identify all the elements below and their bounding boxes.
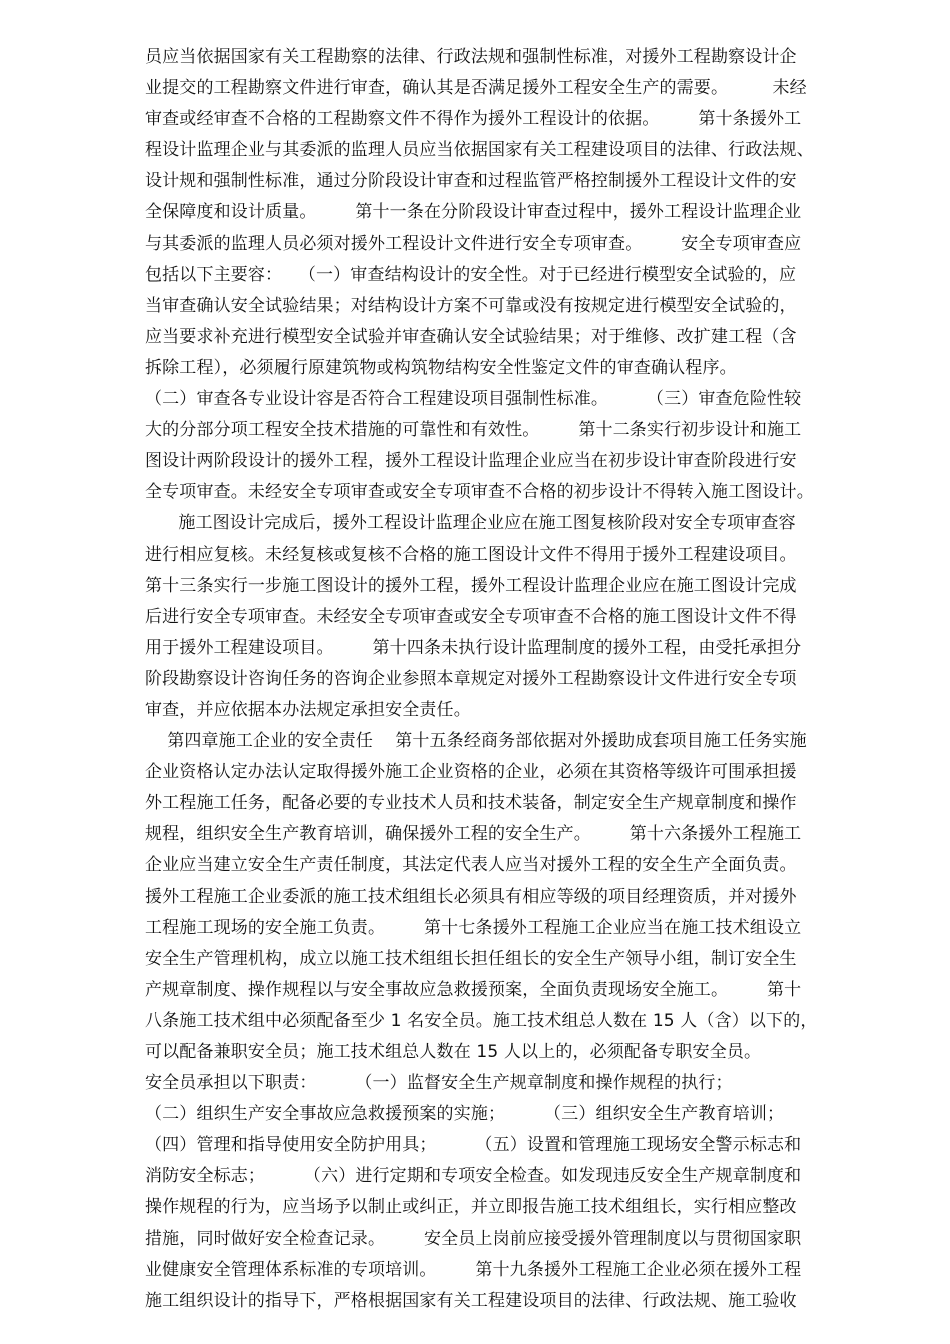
text-line: 程设计监理企业与其委派的监理人员应当依据国家有关工程建设项目的法律、行政法规、 (145, 140, 814, 161)
text-line: 消防安全标志； （六）进行定期和专项安全检查。如发现违反安全生产规章制度和 (145, 1166, 802, 1187)
text-line: 当审查确认安全试验结果；对结构设计方案不可靠或没有按规定进行模型安全试验的， (145, 295, 797, 316)
text-line: 八条施工技术组中必须配备至少 1 名安全员。施工技术组总人数在 15 人（含）以下的， (145, 1010, 818, 1031)
text-line: 安全员承担以下职责： （一）监督安全生产规章制度和操作规程的执行； (145, 1073, 733, 1094)
text-line: 审查或经审查不合格的工程勘察文件不得作为援外工程设计的依据。 第十条援外工 (145, 109, 802, 130)
text-line: 用于援外工程建设项目。 第十四条未执行设计监理制度的援外工程，由受托承担分 (145, 637, 802, 658)
text-line: 施工组织设计的指导下，严格根据国家有关工程建设项目的法律、行政法规、施工验收 (145, 1290, 797, 1311)
text-line: 安全生产管理机构，成立以施工技术组组长担任组长的安全生产领导小组，制订安全生 (145, 948, 797, 969)
text-line: 阶段勘察设计咨询任务的咨询企业参照本章规定对援外工程勘察设计文件进行安全专项 (145, 668, 797, 689)
text-line: 操作规程的行为，应当场予以制止或纠正，并立即报告施工技术组组长，实行相应整改 (145, 1197, 797, 1218)
text-line: 企业资格认定办法认定取得援外施工企业资格的企业，必须在其资格等级许可围承担援 (145, 762, 797, 783)
text-line: （二）组织生产安全事故应急救援预案的实施； （三）组织安全生产教育培训； (145, 1104, 785, 1125)
text-line: （四）管理和指导使用安全防护用具； （五）设置和管理施工现场安全警示标志和 (145, 1135, 802, 1156)
text-line: 工程施工现场的安全施工负责。 第十七条援外工程施工企业应当在施工技术组设立 (145, 917, 802, 938)
text-line: 审查，并应依据本办法规定承担安全责任。 (145, 699, 471, 720)
text-line: （二）审查各专业设计容是否符合工程建设项目强制性标准。 （三）审查危险性较 (145, 389, 802, 410)
text-line: 规程，组织安全生产教育培训，确保援外工程的安全生产。 第十六条援外工程施工 (145, 824, 802, 845)
text-line: 施工图设计完成后，援外工程设计监理企业应在施工图复核阶段对安全专项审查容 (145, 513, 796, 534)
text-line: 大的分部分项工程安全技术措施的可靠性和有效性。 第十二条实行初步设计和施工 (145, 420, 802, 441)
text-line: 与其委派的监理人员必须对援外工程设计文件进行安全专项审查。 安全专项审查应 (145, 233, 802, 254)
text-line: 后进行安全专项审查。未经安全专项审查或安全专项审查不合格的施工图设计文件不得 (145, 606, 797, 627)
text-line: 援外工程施工企业委派的施工技术组组长必须具有相应等级的项目经理资质，并对援外 (145, 886, 797, 907)
document-body (145, 42, 890, 1317)
text-line: 企业应当建立安全生产责任制度，其法定代表人应当对援外工程的安全生产全面负责。 (145, 855, 797, 876)
text-line: 图设计两阶段设计的援外工程，援外工程设计监理企业应当在初步设计审查阶段进行安 (145, 451, 797, 472)
text-line: 应当要求补充进行模型安全试验并审查确认安全试验结果；对于维修、改扩建工程（含 (145, 326, 797, 347)
text-line: 全保障度和设计质量。 第十一条在分阶段设计审查过程中，援外工程设计监理企业 (145, 202, 802, 223)
text-line: 员应当依据国家有关工程勘察的法律、行政法规和强制性标准，对援外工程勘察设计企 (145, 47, 797, 67)
text-line: 第十三条实行一步施工图设计的援外工程，援外工程设计监理企业应在施工图设计完成 (145, 575, 797, 596)
text-line: 全专项审查。未经安全专项审查或安全专项审查不合格的初步设计不得转入施工图设计。 (145, 482, 814, 503)
text-line: 可以配备兼职安全员；施工技术组总人数在 15 人以上的，必须配备专职安全员。 (145, 1042, 762, 1062)
text-line: 包括以下主要容： （一）审查结构设计的安全性。对于已经进行模型安全试验的，应 (145, 264, 797, 285)
text-line: 外工程施工任务，配备必要的专业技术人员和技术装备，制定安全生产规章制度和操作 (145, 793, 797, 814)
text-line: 措施，同时做好安全检查记录。 安全员上岗前应接受援外管理制度以与贯彻国家职 (145, 1228, 802, 1249)
text-line: 第四章施工企业的安全责任 第十五条经商务部依据对外援助成套项目施工任务实施 (145, 731, 807, 752)
text-line: 拆除工程），必须履行原建筑物或构筑物结构安全性鉴定文件的审查确认程序。 (145, 357, 737, 378)
text-line: 业健康安全管理体系标准的专项培训。 第十九条援外工程施工企业必须在援外工程 (145, 1259, 802, 1280)
text-line: 进行相应复核。未经复核或复核不合格的施工图设计文件不得用于援外工程建设项目。 (145, 544, 797, 565)
text-line: 产规章制度、操作规程以与安全事故应急救援预案，全面负责现场安全施工。 第十 (145, 979, 802, 1000)
text-line: 业提交的工程勘察文件进行审查，确认其是否满足援外工程安全生产的需要。 未经 (145, 78, 807, 99)
text-line: 设计规和强制性标准，通过分阶段设计审查和过程监管严格控制援外工程设计文件的安 (145, 171, 797, 192)
